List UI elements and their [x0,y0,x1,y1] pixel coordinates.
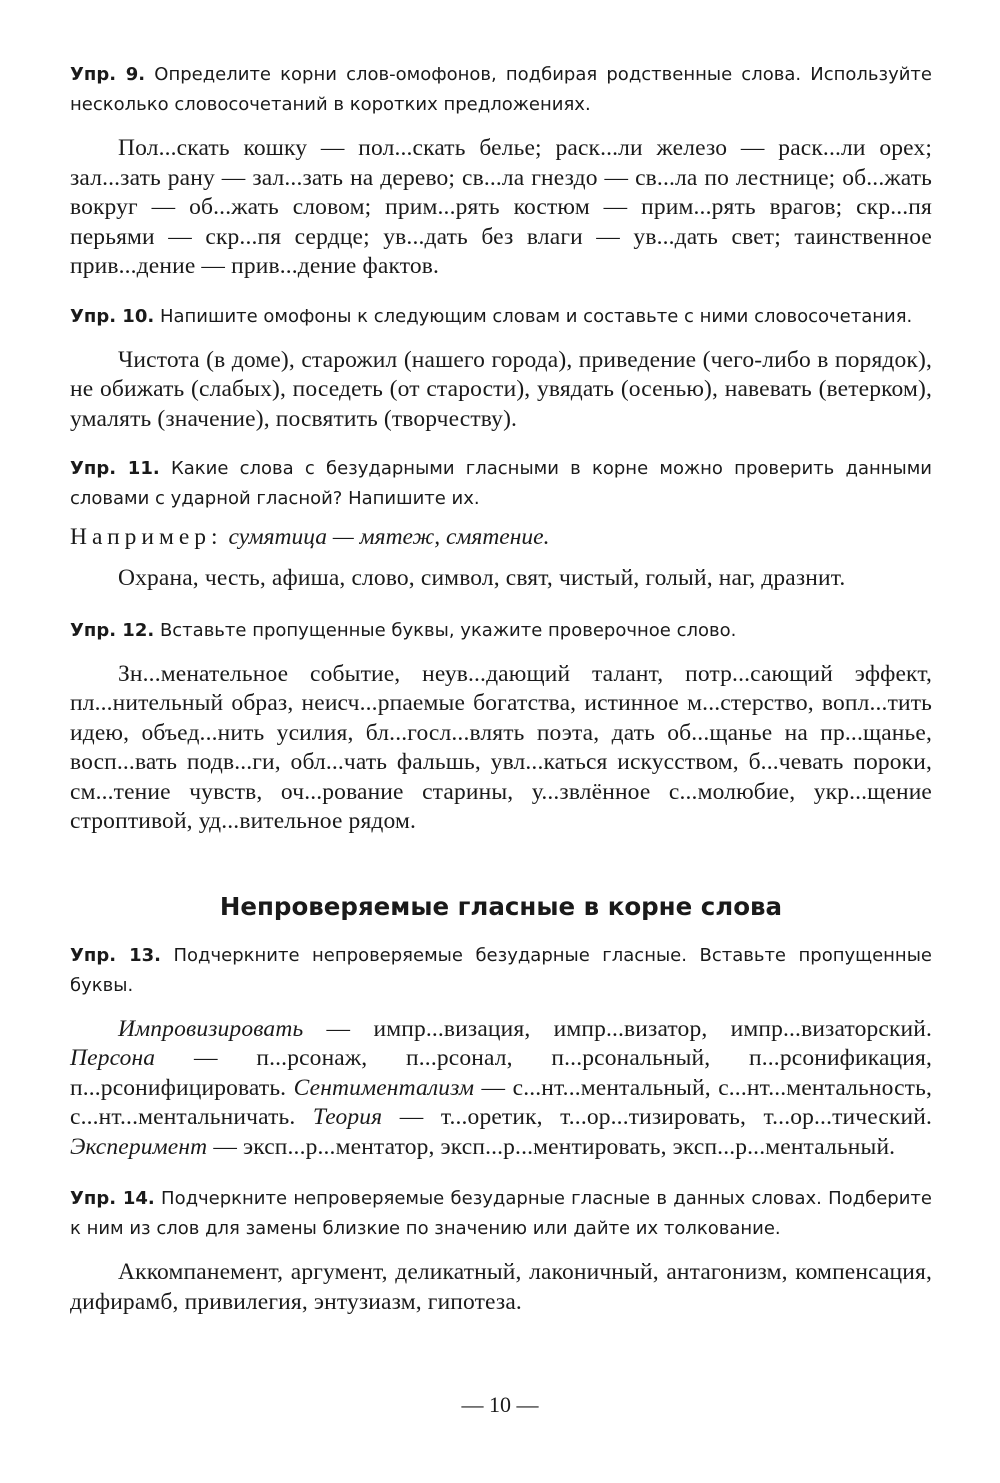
task-text: Подчеркните непроверяемые безударные гласные в данных словах. Подберите к ним из слов для замены близкие по значению или дайте их толкование. [70,1188,932,1239]
section-heading: Непроверяемые гласные в корне слова [219,891,783,921]
page-number: — 10 — [461,1392,539,1417]
exercise-label: Упр. 14. [70,1188,155,1209]
exercise-13-task [70,941,932,1001]
derived-words: — п...рсонаж, п...рсонал, п...рсональный, п...рсонификация, п...рсонифицировать. [70,1045,932,1101]
exercise-label: Упр. 11. [70,458,160,479]
task-text: Определите корни слов-омофонов, подбирая родственные слова. Используйте несколько словосочетаний в коротких предложениях. [70,64,932,115]
exercise-label: Упр. 12. [70,619,155,641]
task-text: Напишите омофоны к следующим словам и составьте с ними словосочетания. [159,305,913,327]
key-word: Теория [312,1104,383,1130]
key-word: Персона [70,1045,156,1071]
exercise-14-body: Аккомпанемент, аргумент, деликатный, лаконичный, антагонизм, компенсация, дифирамб, привилегия, энтузиазм, гипотеза. [70,1259,932,1315]
key-word: Эксперимент [70,1133,208,1160]
derived-words: — импр...визация, импр...визатор, импр...визаторский. [303,1015,932,1042]
derived-words: — т...оретик, т...ор...тизировать, т...ор...тический. [382,1104,932,1130]
example-text: сумятица — мятеж, смятение. [228,524,550,550]
exercise-label: Упр. 13. [70,944,161,966]
derived-words: — эксп...р...ментатор, эксп...р...ментировать, эксп...р...ментальный. [207,1133,896,1160]
page-content [70,60,932,1317]
example-label: Например: [70,524,223,550]
exercise-12-body: Зн...менательное событие, неув...дающий талант, потр...сающий эффект, пл...нительный образ, неисч...рпаемые богатства, истинное м...стерство, вопл...тить идею, объед...нить усилия, бл...госл...влять поэта, дать об...щанье на пр...щанье, восп...вать подв...ги, обл...чать фальшь, увл...каться искусством, б...чевать пороки, см...тение чувств, оч...рование старины, у...звлённое с...молюбие, укр...щение строптивой, уд...вительное рядом. [70,660,932,834]
exercise-10-task [70,302,932,332]
exercise-9-body: Пол...скать кошку — пол...скать белье; раск...ли железо — раск...ли орех; зал...зать рану — зал...зать на дерево; св...ла гнездо — св...ла по лестнице; об...жать вокруг — об...жать словом; прим...рять костюм — прим...рять врагов; скр...пя перьями — скр...пя сердце; ув...дать без влаги — ув...дать свет; таинственное прив...дение — прив...дение фактов. [70,135,932,279]
exercise-9-task [70,60,932,120]
exercise-10-body: Чистота (в доме), старожил (нашего города), приведение (чего-либо в порядок), не обижать (слабых), поседеть (от старости), увядать (осенью), навевать (ветерком), умалять (значение), посвятить (творчеству). [70,346,932,432]
exercise-12-task [70,616,932,646]
exercise-label: Упр. 10. [70,305,155,327]
key-word: Импровизировать [118,1015,304,1042]
key-word: Сентиментализм [293,1074,475,1101]
exercise-11-task [70,454,932,514]
task-text: Подчеркните непроверяемые безударные гласные. Вставьте пропущенные буквы. [70,944,932,996]
exercise-13-body [70,1015,932,1163]
exercise-11-example [70,522,932,552]
task-text: Вставьте пропущенные буквы, укажите проверочное слово. [159,619,737,641]
derived-words: — с...нт...ментальный, с...нт...ментальность, с...нт...ментальничать. [70,1074,932,1130]
task-text: Какие слова с безударными гласными в корне можно проверить данными словами с ударной гласной? Напишите их. [70,458,932,509]
exercise-14-task [70,1184,932,1244]
exercise-11-body: Охрана, честь, афиша, слово, символ, свят, чистый, голый, наг, дразнит. [118,565,846,591]
exercise-label: Упр. 9. [70,64,146,85]
